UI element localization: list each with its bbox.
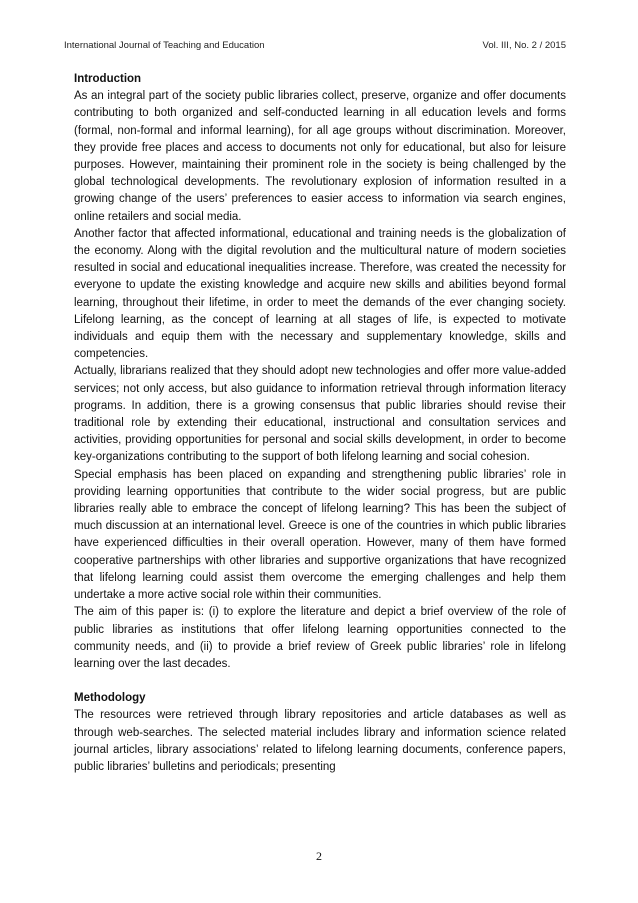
article-body	[74, 71, 566, 776]
paragraph: The resources were retrieved through library repositories and article databases as well as through web-searches. The selected material includes library and information science related journal articles, library associations’ related to lifelong learning documents, conference papers, public libraries’ bulletins and periodicals; presenting	[74, 709, 566, 773]
paragraph: Special emphasis has been placed on expanding and strengthening public libraries’ role in providing learning opportunities that contribute to the wider social progress, but are public libraries really able to embrace the concept of lifelong learning? This has been the subject of much discussion at an international level. Greece is one of the countries in which public libraries have experienced difficulties in their overall operation. However, many of them have formed cooperative partnerships with other libraries and supportive organizations that have recognized that lifelong learning could assist them overcome the emerging challenges and help them undertake a more active social role within their communities.	[74, 468, 566, 602]
paragraph: Actually, librarians realized that they should adopt new technologies and offer more value-added services; not only access, but also guidance to information retrieval through information literacy programs. In addition, there is a growing consensus that public libraries should revise their traditional role by extending their educational, instructional and consultation services and activities, providing opportunities for personal and social skills development, in order to become key-organizations contributing to the support of both lifelong learning and social cohesion.	[74, 365, 566, 464]
paragraph: The aim of this paper is: (i) to explore the literature and depict a brief overview of the role of public libraries as institutions that offer lifelong learning opportunities connected to the community needs, and (ii) to provide a brief review of Greek public libraries’ role in lifelong learning over the last decades.	[74, 606, 566, 670]
volume-issue: Vol. III, No. 2 / 2015	[482, 40, 566, 51]
running-header	[64, 40, 566, 54]
journal-title: International Journal of Teaching and Education	[64, 40, 265, 51]
section-heading-methodology: Methodology	[74, 692, 146, 705]
section-heading-introduction: Introduction	[74, 73, 142, 85]
page-number: 2	[316, 849, 322, 863]
paragraph: As an integral part of the society public libraries collect, preserve, organize and offer documents contributing to both organized and self-conducted learning in all education levels and forms (formal, non-formal and informal learning), for all age groups without discrimination. Moreover, they provide free places and access to documents not only for educational, but also for leisure purposes. However, maintaining their prominent role in the society is being challenged by the global technological developments. The revolutionary explosion of information resulted in a growing change of the users’ preferences to easier access to information via search engines, online retailers and social media.	[74, 90, 566, 223]
paragraph: Another factor that affected informational, educational and training needs is the globalization of the economy. Along with the digital revolution and the multicultural nature of modern societies resulted in social and educational inequalities increase. Therefore, was created the necessity for everyone to update the existing knowledge and acquire new skills and abilities beyond formal learning, throughout their lifetime, in order to meet the demands of the ever changing society. Lifelong learning, as the concept of learning at all stages of life, is expected to motivate individuals and equip them with the necessary and supplementary knowledge, skills and competencies.	[74, 227, 566, 361]
